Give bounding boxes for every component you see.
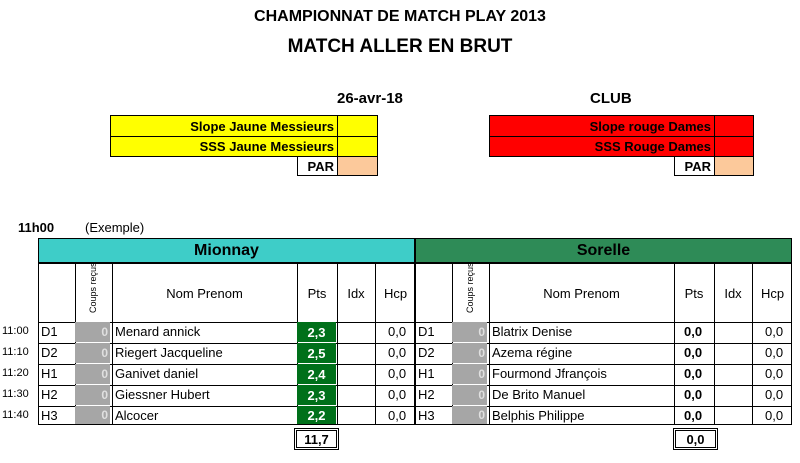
right-row-code: H3 [418, 408, 435, 423]
left-idx-header: Idx [347, 285, 365, 301]
right-row-hcp: 0,0 [765, 366, 784, 381]
row-time: 11:20 [2, 367, 29, 379]
right-total-pts: 0,0 [673, 428, 718, 450]
left-row-hcp: 0,0 [388, 366, 407, 381]
left-row-code: D2 [41, 345, 58, 360]
left-row-name: Giessner Hubert [115, 387, 210, 402]
slope-rouge-dames: Slope rouge Dames [489, 115, 715, 137]
par-right-value[interactable] [714, 156, 754, 176]
team-left-header: Mionnay [38, 238, 415, 263]
row-time: 11:30 [2, 388, 29, 400]
left-row-hcp: 0,0 [388, 345, 407, 360]
right-row-coups[interactable]: 0 [452, 322, 487, 342]
right-row-hcp: 0,0 [765, 345, 784, 360]
right-row-coups[interactable]: 0 [452, 385, 487, 405]
right-row-name: Azema régine [492, 345, 573, 360]
right-row-pts: 0,0 [684, 345, 703, 360]
sss-jaune-value[interactable] [337, 136, 378, 157]
slope-rouge-value[interactable] [714, 115, 754, 137]
left-row-hcp: 0,0 [388, 408, 407, 423]
left-row-coups[interactable]: 0 [75, 385, 110, 405]
left-row-pts: 2,3 [297, 385, 336, 405]
row-time: 11:00 [2, 325, 29, 337]
right-row-coups[interactable]: 0 [452, 343, 487, 363]
left-row-coups[interactable]: 0 [75, 406, 110, 424]
left-row-pts: 2,3 [297, 322, 336, 342]
page-title: CHAMPIONNAT DE MATCH PLAY 2013 [254, 8, 546, 25]
right-row-pts: 0,0 [684, 366, 703, 381]
right-row-code: H2 [418, 387, 435, 402]
right-row-pts: 0,0 [684, 387, 703, 402]
right-row-pts: 0,0 [684, 408, 703, 423]
right-nom-header: Nom Prenom [543, 285, 620, 301]
left-hcp-header: Hcp [383, 285, 408, 301]
par-right-label: PAR [674, 156, 715, 176]
right-row-coups[interactable]: 0 [452, 364, 487, 384]
left-row-name: Riegert Jacqueline [115, 345, 223, 360]
page-subtitle: MATCH ALLER EN BRUT [287, 36, 513, 57]
left-row-coups[interactable]: 0 [75, 343, 110, 363]
left-nom-header: Nom Prenom [166, 285, 243, 301]
left-total-pts: 11,7 [294, 428, 339, 450]
par-left-label: PAR [297, 156, 338, 176]
right-row-hcp: 0,0 [765, 324, 784, 339]
right-row-hcp: 0,0 [765, 387, 784, 402]
left-row-hcp: 0,0 [388, 324, 407, 339]
match-date: 26-avr-18 [337, 90, 403, 107]
right-hcp-header: Hcp [760, 285, 785, 301]
right-row-coups[interactable]: 0 [452, 406, 487, 424]
sss-jaune-messieurs: SSS Jaune Messieurs [110, 136, 338, 157]
slope-jaune-value[interactable] [337, 115, 378, 137]
left-row-pts: 2,5 [297, 343, 336, 363]
left-row-hcp: 0,0 [388, 387, 407, 402]
right-row-name: De Brito Manuel [492, 387, 586, 402]
left-row-coups[interactable]: 0 [75, 364, 110, 384]
left-row-name: Ganivet daniel [115, 366, 199, 381]
right-row-hcp: 0,0 [765, 408, 784, 423]
right-row-code: D1 [418, 324, 435, 339]
right-row-name: Blatrix Denise [492, 324, 573, 339]
right-row-code: H1 [418, 366, 435, 381]
slope-jaune-messieurs: Slope Jaune Messieurs [110, 115, 338, 137]
sss-rouge-value[interactable] [714, 136, 754, 157]
left-coups-header: Coups reçus [88, 262, 98, 313]
right-row-name: Fourmond Jfrançois [492, 366, 607, 381]
left-row-coups[interactable]: 0 [75, 322, 110, 342]
row-time: 11:40 [2, 409, 29, 421]
left-row-code: H2 [41, 387, 58, 402]
club-label: CLUB [590, 90, 632, 107]
left-row-pts: 2,4 [297, 364, 336, 384]
right-idx-header: Idx [724, 285, 742, 301]
right-pts-header: Pts [684, 285, 704, 301]
row-time: 11:10 [2, 346, 29, 358]
left-row-code: D1 [41, 324, 58, 339]
right-row-name: Belphis Philippe [492, 408, 585, 423]
example-note: (Exemple) [85, 220, 145, 235]
team-right-header: Sorelle [415, 238, 792, 263]
par-left-value[interactable] [337, 156, 378, 176]
left-row-name: Alcocer [115, 408, 159, 423]
sss-rouge-dames: SSS Rouge Dames [489, 136, 715, 157]
right-row-pts: 0,0 [684, 324, 703, 339]
right-coups-header: Coups reçus [465, 262, 475, 313]
start-time: 11h00 [18, 220, 55, 235]
left-row-code: H3 [41, 408, 58, 423]
right-row-code: D2 [418, 345, 435, 360]
left-row-name: Menard annick [115, 324, 201, 339]
left-row-code: H1 [41, 366, 58, 381]
left-pts-header: Pts [307, 285, 327, 301]
left-row-pts: 2,2 [297, 406, 336, 424]
